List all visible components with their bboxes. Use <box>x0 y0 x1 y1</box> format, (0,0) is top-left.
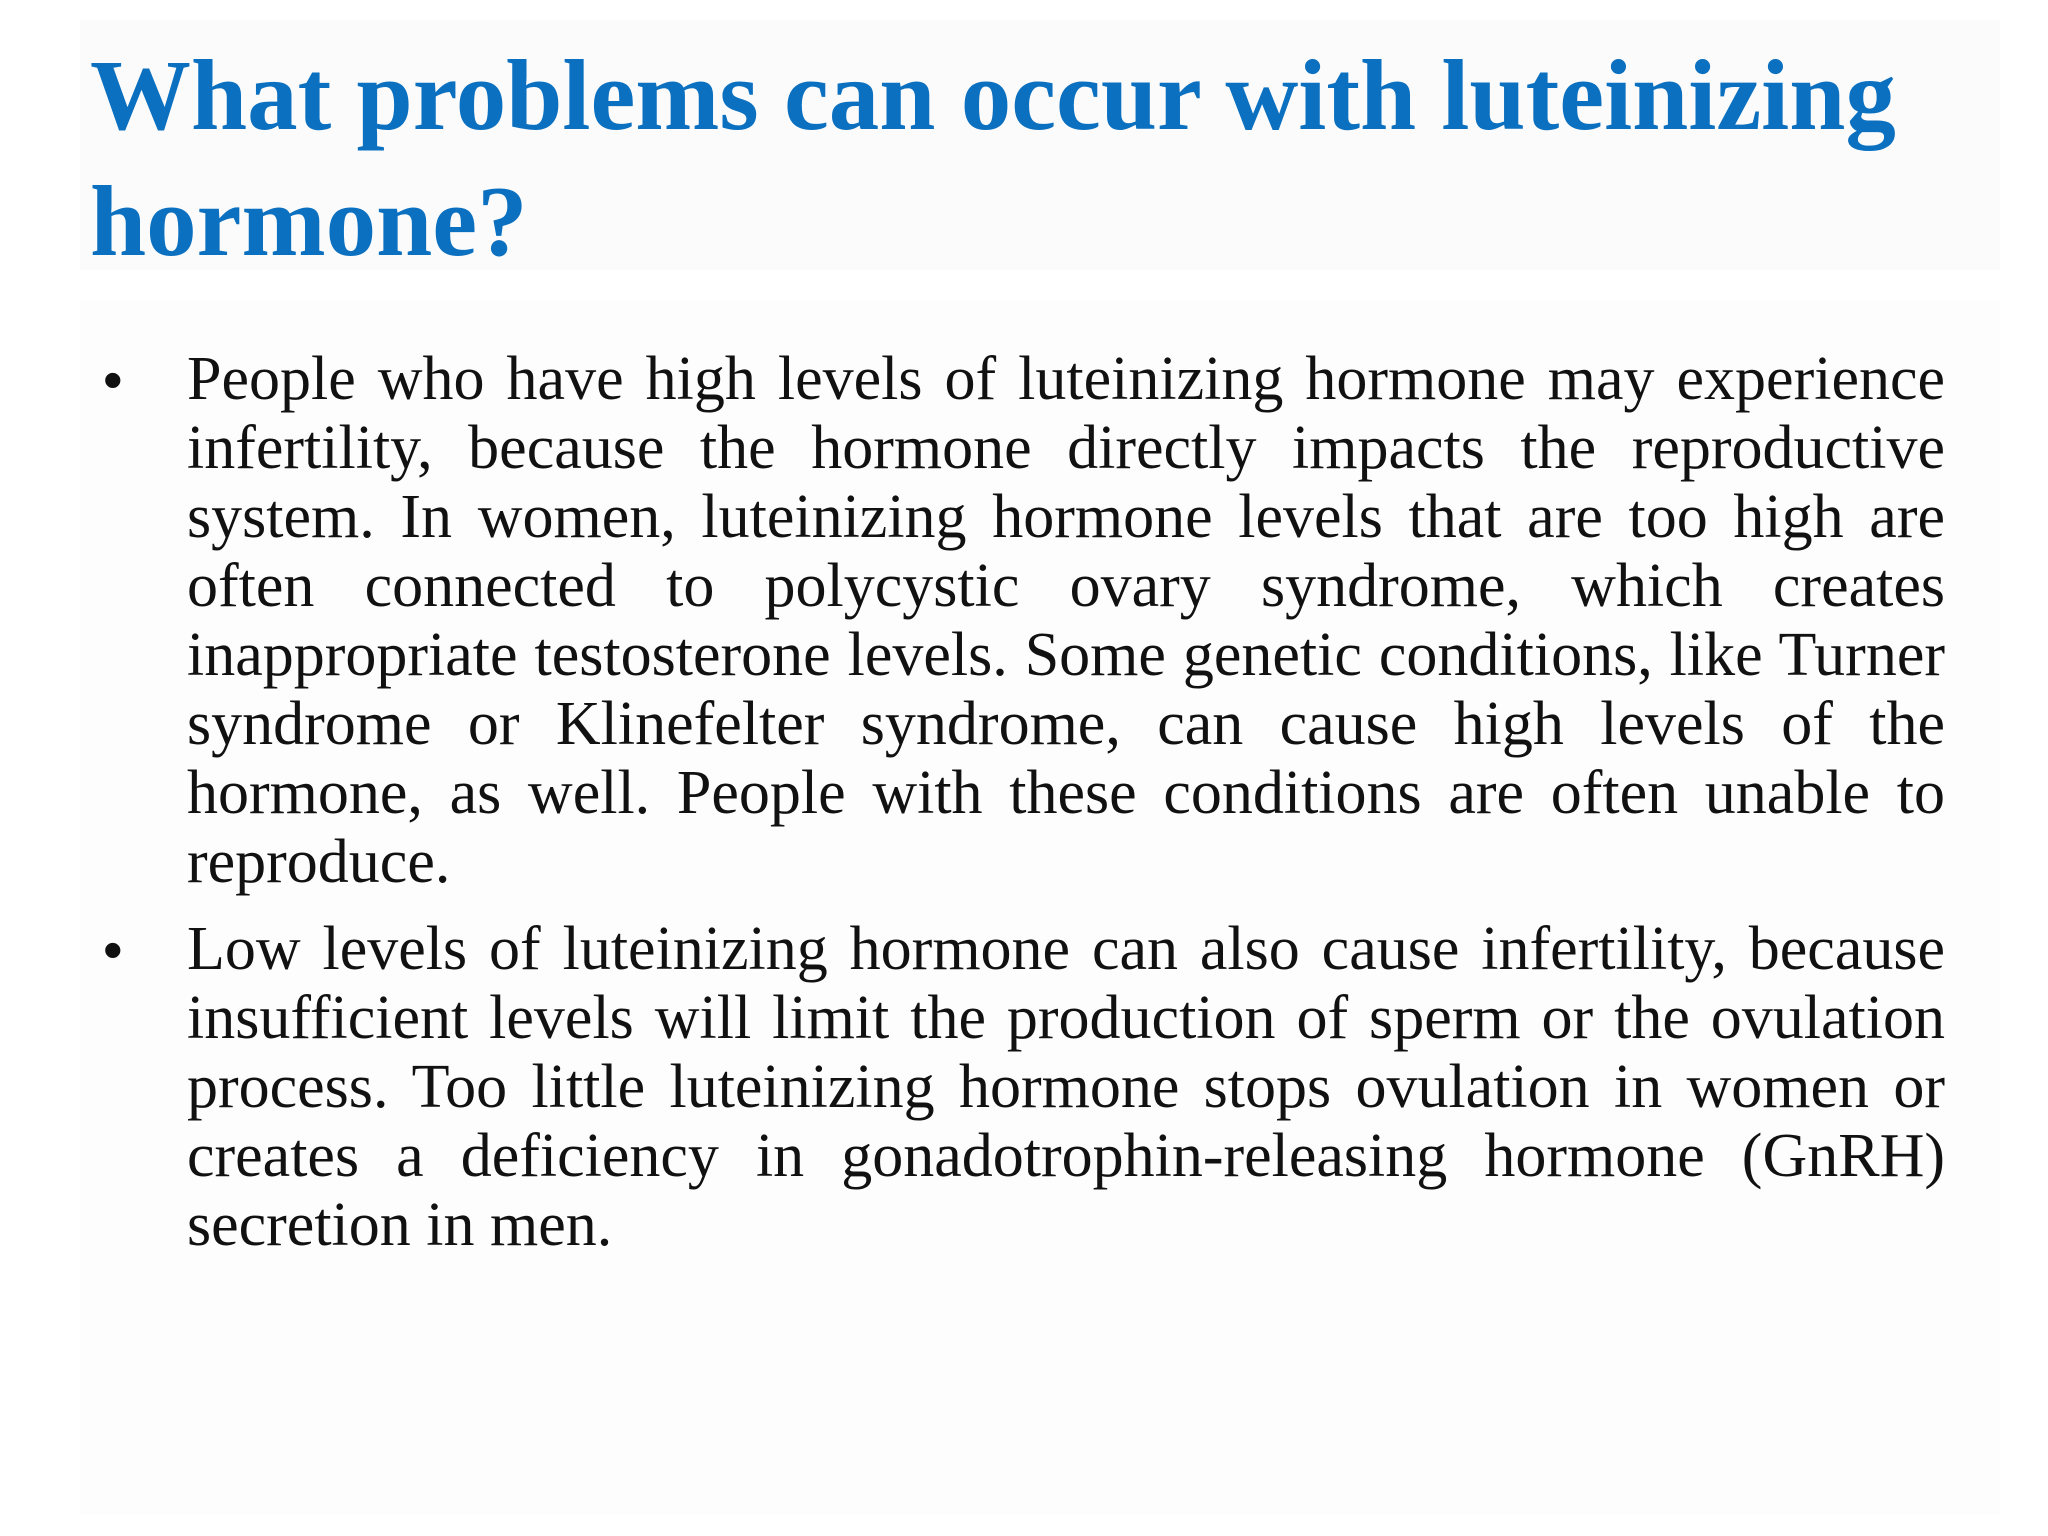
bullet-marker: • <box>103 348 123 411</box>
bullet-list <box>95 345 1945 1278</box>
slide-title: What problems can occur with luteinizing hormone? <box>90 39 1896 277</box>
bullet-marker: • <box>103 918 123 981</box>
bullet-text-low-levels: Low levels of luteinizing hormone can also cause infertility, because insufficient levels will limit the production of sperm or the ovulation process. Too little luteinizing hormone stops ovulation in women or creates a deficiency in gonadotrophin-releasing hormone (GnRH) secretion in men. <box>187 915 1945 1259</box>
bullet-text-high-levels: People who have high levels of luteinizing hormone may experience infertility, because the hormone directly impacts the reproductive system. In women, luteinizing hormone levels that are too high are often connected to polycystic ovary syndrome, which creates inappropriate testosterone levels. Some genetic conditions, like Turner syndrome or Klinefelter syndrome, can cause high levels of the hormone, as well. People with these conditions are often unable to reproduce. <box>187 345 1945 896</box>
bullet-item-low-levels <box>95 915 1945 1260</box>
bullet-item-high-levels <box>95 345 1945 897</box>
